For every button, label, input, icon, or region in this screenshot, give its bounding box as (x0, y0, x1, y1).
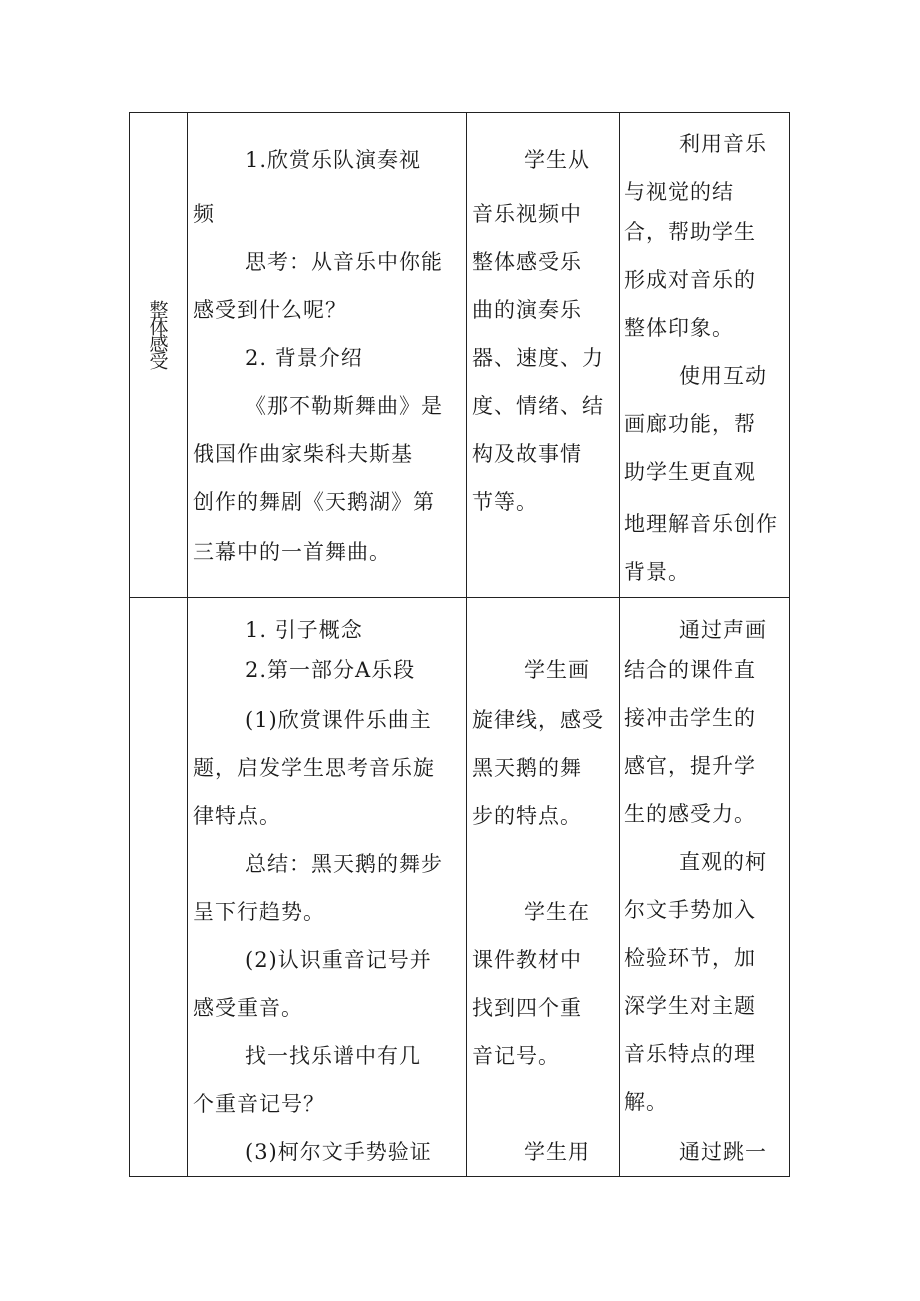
text-line: 学生画 (524, 658, 590, 682)
text-line: (2)认识重音记号并 (245, 948, 432, 972)
text-line: 感官，提升学 (624, 754, 756, 778)
text-line: 学生在 (524, 900, 590, 924)
text-line: 旋律线，感受 (472, 708, 604, 732)
text-line: 使用互动 (679, 364, 767, 388)
text-line: 呈下行趋势。 (193, 900, 325, 924)
text-line: 整体印象。 (624, 316, 734, 340)
text-line: 思考：从音乐中你能 (245, 250, 443, 274)
table-border-top (129, 112, 790, 113)
text-line: 感受重音。 (193, 996, 303, 1020)
text-line: 器、速度、力 (472, 346, 604, 370)
text-line: 画廊功能，帮 (624, 412, 756, 436)
text-line: 学生从 (524, 148, 590, 172)
text-line: 背景。 (624, 560, 690, 584)
table-border-left (129, 112, 130, 1177)
text-line: 接冲击学生的 (624, 706, 756, 730)
text-line: 形成对音乐的 (624, 268, 756, 292)
text-line: 生的感受力。 (624, 802, 756, 826)
text-line: 通过跳一 (679, 1140, 767, 1164)
text-line: 利用音乐 (679, 132, 767, 156)
stage-label-cell (129, 300, 187, 368)
text-line: 与视觉的结 (624, 180, 734, 204)
text-line: 尔文手势加入 (624, 898, 756, 922)
text-line: 检验环节，加 (624, 946, 756, 970)
column-divider-2 (466, 112, 467, 1177)
text-line: 2. 背景介绍 (245, 346, 363, 370)
text-line: 黑天鹅的舞 (472, 756, 582, 780)
text-line: 1.欣赏乐队演奏视 (245, 148, 422, 172)
text-line: 感受到什么呢？ (193, 298, 347, 322)
text-line: 频 (193, 202, 215, 226)
table-border-right (789, 112, 790, 1177)
text-line: 1. 引子概念 (245, 618, 363, 642)
text-line: 助学生更直观 (624, 460, 756, 484)
column-divider-1 (187, 112, 188, 1177)
text-line: 俄国作曲家柴科夫斯基 (193, 442, 413, 466)
row-divider (129, 597, 790, 598)
text-line: 深学生对主题 (624, 994, 756, 1018)
text-line: 学生用 (524, 1140, 590, 1164)
text-line: 节等。 (472, 490, 538, 514)
text-line: 曲的演奏乐 (472, 298, 582, 322)
text-line: 解。 (624, 1090, 668, 1114)
table-border-bottom (129, 1176, 790, 1177)
text-line: (3)柯尔文手势验证 (245, 1140, 432, 1164)
text-line: 步的特点。 (472, 804, 582, 828)
text-line: (1)欣赏课件乐曲主 (245, 708, 432, 732)
text-line: 直观的柯 (679, 850, 767, 874)
text-line: 找到四个重 (472, 996, 582, 1020)
text-line: 三幕中的一首舞曲。 (193, 540, 391, 564)
text-line: 课件教材中 (472, 948, 582, 972)
text-line: 创作的舞剧《天鹅湖》第 (193, 490, 435, 514)
text-line: 题，启发学生思考音乐旋 (193, 756, 435, 780)
text-line: 音记号。 (472, 1044, 560, 1068)
text-line: 个重音记号？ (193, 1092, 325, 1116)
text-line: 整体感受乐 (472, 250, 582, 274)
text-line: 通过声画 (679, 618, 767, 642)
text-line: 2.第一部分A乐段 (245, 658, 416, 682)
text-line: 律特点。 (193, 804, 281, 828)
text-line: 结合的课件直 (624, 658, 756, 682)
text-line: 音乐特点的理 (624, 1042, 756, 1066)
text-line: 音乐视频中 (472, 202, 582, 226)
column-divider-3 (619, 112, 620, 1177)
stage-label: 整体感受 (146, 300, 169, 368)
text-line: 总结：黑天鹅的舞步 (245, 852, 443, 876)
text-line: 找一找乐谱中有几 (245, 1044, 421, 1068)
text-line: 合，帮助学生 (624, 220, 756, 244)
text-line: 度、情绪、结 (472, 394, 604, 418)
text-line: 《那不勒斯舞曲》是 (245, 394, 443, 418)
text-line: 构及故事情 (472, 442, 582, 466)
text-line: 地理解音乐创作 (624, 512, 778, 536)
